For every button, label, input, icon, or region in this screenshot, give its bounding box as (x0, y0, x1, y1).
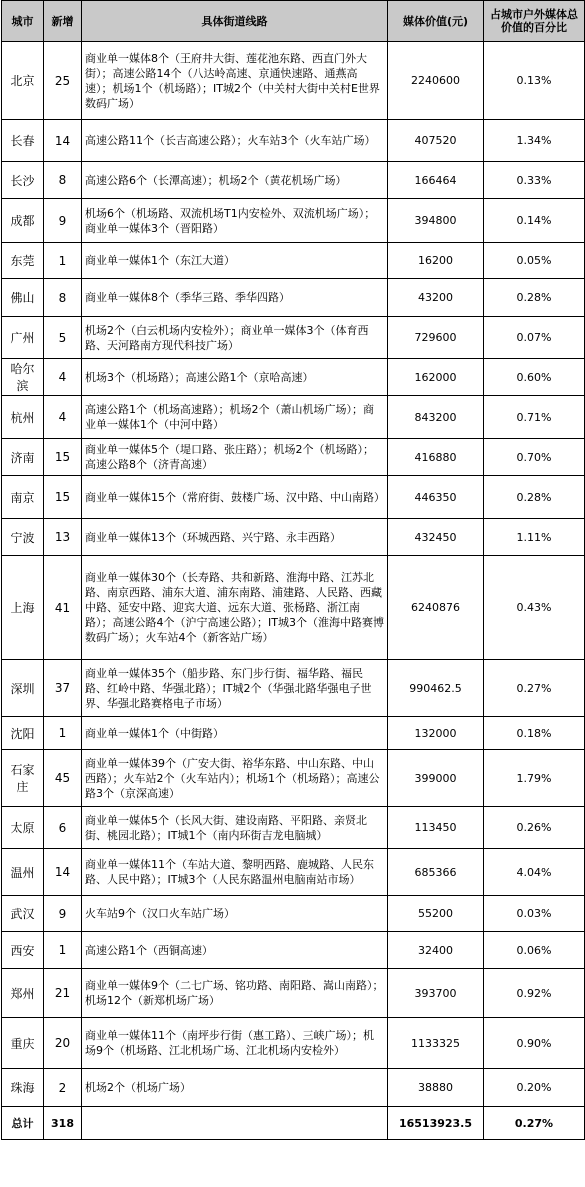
routes-cell: 商业单一媒体8个（王府井大街、莲花池东路、西直门外大街）；高速公路14个（八达岭高速、京通快速路、通燕高速）；机场1个（机场路）；IT城2个（中关村大街中关村E世界数码广场） (82, 42, 388, 120)
added-cell: 14 (44, 849, 82, 896)
added-cell: 4 (44, 396, 82, 439)
header-city: 城市 (2, 1, 44, 42)
routes-cell: 机场6个（机场路、双流机场T1内安检外、双流机场广场）；商业单一媒体3个（晋阳路） (82, 199, 388, 243)
city-cell: 哈尔滨 (2, 359, 44, 396)
routes-cell: 商业单一媒体11个（车站大道、黎明西路、鹿城路、人民东路、人民中路）；IT城3个（人民东路温州电脑南站市场） (82, 849, 388, 896)
percentage-cell: 0.28% (484, 279, 585, 317)
routes-cell: 机场3个（机场路）；高速公路1个（京哈高速） (82, 359, 388, 396)
table-row (2, 439, 585, 476)
media-value-cell: 394800 (388, 199, 484, 243)
city-cell: 石家庄 (2, 750, 44, 807)
percentage-cell: 1.79% (484, 750, 585, 807)
table-row (2, 199, 585, 243)
city-cell: 长沙 (2, 162, 44, 199)
header-added: 新增 (44, 1, 82, 42)
routes-cell: 商业单一媒体39个（广安大街、裕华东路、中山东路、中山西路）；火车站2个（火车站内）；机场1个（机场路）；高速公路3个（京深高速） (82, 750, 388, 807)
media-value-cell: 166464 (388, 162, 484, 199)
added-cell: 13 (44, 519, 82, 556)
table-row (2, 750, 585, 807)
percentage-cell: 0.28% (484, 476, 585, 519)
city-cell: 成都 (2, 199, 44, 243)
added-cell: 5 (44, 317, 82, 359)
added-cell: 8 (44, 162, 82, 199)
media-value-cell: 843200 (388, 396, 484, 439)
total-city-cell: 总计 (2, 1107, 44, 1140)
added-cell: 45 (44, 750, 82, 807)
city-cell: 重庆 (2, 1018, 44, 1069)
percentage-cell: 0.06% (484, 932, 585, 969)
city-cell: 上海 (2, 556, 44, 660)
added-cell: 8 (44, 279, 82, 317)
routes-cell: 商业单一媒体9个（二七广场、铭功路、南阳路、嵩山南路）；机场12个（新郑机场广场） (82, 969, 388, 1018)
total-media-value-cell: 16513923.5 (388, 1107, 484, 1140)
total-row (2, 1107, 585, 1140)
added-cell: 20 (44, 1018, 82, 1069)
header-value: 媒体价值(元) (388, 1, 484, 42)
table-row (2, 932, 585, 969)
table-row (2, 162, 585, 199)
media-value-cell: 399000 (388, 750, 484, 807)
city-cell: 太原 (2, 807, 44, 849)
percentage-cell: 0.26% (484, 807, 585, 849)
added-cell: 14 (44, 120, 82, 162)
media-value-cell: 132000 (388, 717, 484, 750)
percentage-cell: 1.11% (484, 519, 585, 556)
added-cell: 6 (44, 807, 82, 849)
table-row (2, 556, 585, 660)
city-cell: 长春 (2, 120, 44, 162)
media-value-cell: 38880 (388, 1069, 484, 1107)
table-row (2, 476, 585, 519)
table-row (2, 279, 585, 317)
city-cell: 佛山 (2, 279, 44, 317)
added-cell: 41 (44, 556, 82, 660)
media-value-cell: 16200 (388, 243, 484, 279)
routes-cell: 商业单一媒体1个（中街路） (82, 717, 388, 750)
percentage-cell: 0.70% (484, 439, 585, 476)
table-row (2, 896, 585, 932)
routes-cell: 机场2个（白云机场内安检外）；商业单一媒体3个（体育西路、天河路南方现代科技广场） (82, 317, 388, 359)
city-cell: 南京 (2, 476, 44, 519)
routes-cell: 商业单一媒体35个（船步路、东门步行街、福华路、福民路、红岭中路、华强北路）；IT城2个（华强北路华强电子世界、华强北路赛格电子市场） (82, 660, 388, 717)
percentage-cell: 0.07% (484, 317, 585, 359)
media-value-cell: 393700 (388, 969, 484, 1018)
percentage-cell: 0.71% (484, 396, 585, 439)
percentage-cell: 0.90% (484, 1018, 585, 1069)
added-cell: 1 (44, 932, 82, 969)
percentage-cell: 0.18% (484, 717, 585, 750)
total-added-cell: 318 (44, 1107, 82, 1140)
added-cell: 15 (44, 476, 82, 519)
percentage-cell: 0.14% (484, 199, 585, 243)
table-row (2, 717, 585, 750)
media-value-cell: 162000 (388, 359, 484, 396)
city-cell: 杭州 (2, 396, 44, 439)
table-row (2, 317, 585, 359)
media-value-cell: 32400 (388, 932, 484, 969)
percentage-cell: 4.04% (484, 849, 585, 896)
header-row (2, 1, 585, 42)
city-cell: 西安 (2, 932, 44, 969)
routes-cell: 商业单一媒体5个（堤口路、张庄路）；机场2个（机场路）；高速公路8个（济青高速） (82, 439, 388, 476)
percentage-cell: 0.05% (484, 243, 585, 279)
percentage-cell: 0.13% (484, 42, 585, 120)
table-row (2, 359, 585, 396)
city-cell: 北京 (2, 42, 44, 120)
media-value-cell: 990462.5 (388, 660, 484, 717)
percentage-cell: 0.92% (484, 969, 585, 1018)
routes-cell: 高速公路1个（西铜高速） (82, 932, 388, 969)
table-row (2, 660, 585, 717)
city-cell: 东莞 (2, 243, 44, 279)
table-row (2, 1069, 585, 1107)
added-cell: 2 (44, 1069, 82, 1107)
city-cell: 珠海 (2, 1069, 44, 1107)
added-cell: 9 (44, 896, 82, 932)
media-value-cell: 113450 (388, 807, 484, 849)
city-cell: 郑州 (2, 969, 44, 1018)
table-row (2, 1018, 585, 1069)
media-value-cell: 416880 (388, 439, 484, 476)
table-row (2, 969, 585, 1018)
added-cell: 1 (44, 717, 82, 750)
media-value-cell: 2240600 (388, 42, 484, 120)
added-cell: 37 (44, 660, 82, 717)
percentage-cell: 1.34% (484, 120, 585, 162)
city-cell: 宁波 (2, 519, 44, 556)
table-row (2, 519, 585, 556)
table-row (2, 849, 585, 896)
media-value-cell: 685366 (388, 849, 484, 896)
city-cell: 武汉 (2, 896, 44, 932)
media-value-cell: 55200 (388, 896, 484, 932)
city-cell: 沈阳 (2, 717, 44, 750)
media-value-cell: 43200 (388, 279, 484, 317)
added-cell: 9 (44, 199, 82, 243)
percentage-cell: 0.33% (484, 162, 585, 199)
routes-cell: 商业单一媒体1个（东江大道） (82, 243, 388, 279)
media-value-cell: 1133325 (388, 1018, 484, 1069)
routes-cell: 高速公路6个（长潭高速）；机场2个（黄花机场广场） (82, 162, 388, 199)
added-cell: 4 (44, 359, 82, 396)
total-percentage-cell: 0.27% (484, 1107, 585, 1140)
added-cell: 1 (44, 243, 82, 279)
routes-cell: 商业单一媒体30个（长寿路、共和新路、淮海中路、江苏北路、南京西路、浦东大道、浦东南路、浦建路、人民路、西藏中路、延安中路、迎宾大道、远东大道、张杨路、浙江南路）；高速公路4个（沪宁高速公路）；IT城3个（淮海中路赛博数码广场）；火车站4个（新客站广场） (82, 556, 388, 660)
media-value-cell: 432450 (388, 519, 484, 556)
routes-cell: 商业单一媒体13个（环城西路、兴宁路、永丰西路） (82, 519, 388, 556)
routes-cell: 商业单一媒体5个（长风大街、建设南路、平阳路、亲贤北街、桃园北路）；IT城1个（南内环街吉龙电脑城） (82, 807, 388, 849)
table-row (2, 807, 585, 849)
routes-cell: 机场2个（机场广场） (82, 1069, 388, 1107)
media-value-cell: 729600 (388, 317, 484, 359)
media-value-table (1, 0, 585, 1140)
city-cell: 济南 (2, 439, 44, 476)
total-routes-cell (82, 1107, 388, 1140)
routes-cell: 高速公路11个（长吉高速公路）；火车站3个（火车站广场） (82, 120, 388, 162)
table-row (2, 120, 585, 162)
routes-cell: 商业单一媒体11个（南坪步行街（惠工路）、三峡广场）；机场9个（机场路、江北机场广场、江北机场内安检外） (82, 1018, 388, 1069)
percentage-cell: 0.27% (484, 660, 585, 717)
city-cell: 温州 (2, 849, 44, 896)
percentage-cell: 0.60% (484, 359, 585, 396)
table-body (2, 42, 585, 1140)
city-cell: 深圳 (2, 660, 44, 717)
routes-cell: 高速公路1个（机场高速路）；机场2个（萧山机场广场）；商业单一媒体1个（中河中路） (82, 396, 388, 439)
header-percentage: 占城市户外媒体总价值的百分比 (484, 1, 585, 42)
routes-cell: 商业单一媒体8个（季华三路、季华四路） (82, 279, 388, 317)
routes-cell: 火车站9个（汉口火车站广场） (82, 896, 388, 932)
header-routes: 具体街道线路 (82, 1, 388, 42)
added-cell: 21 (44, 969, 82, 1018)
table-row (2, 243, 585, 279)
table-row (2, 42, 585, 120)
added-cell: 25 (44, 42, 82, 120)
table-row (2, 396, 585, 439)
media-value-cell: 446350 (388, 476, 484, 519)
added-cell: 15 (44, 439, 82, 476)
percentage-cell: 0.03% (484, 896, 585, 932)
media-value-cell: 6240876 (388, 556, 484, 660)
media-value-cell: 407520 (388, 120, 484, 162)
routes-cell: 商业单一媒体15个（常府街、鼓楼广场、汉中路、中山南路） (82, 476, 388, 519)
city-cell: 广州 (2, 317, 44, 359)
percentage-cell: 0.43% (484, 556, 585, 660)
percentage-cell: 0.20% (484, 1069, 585, 1107)
